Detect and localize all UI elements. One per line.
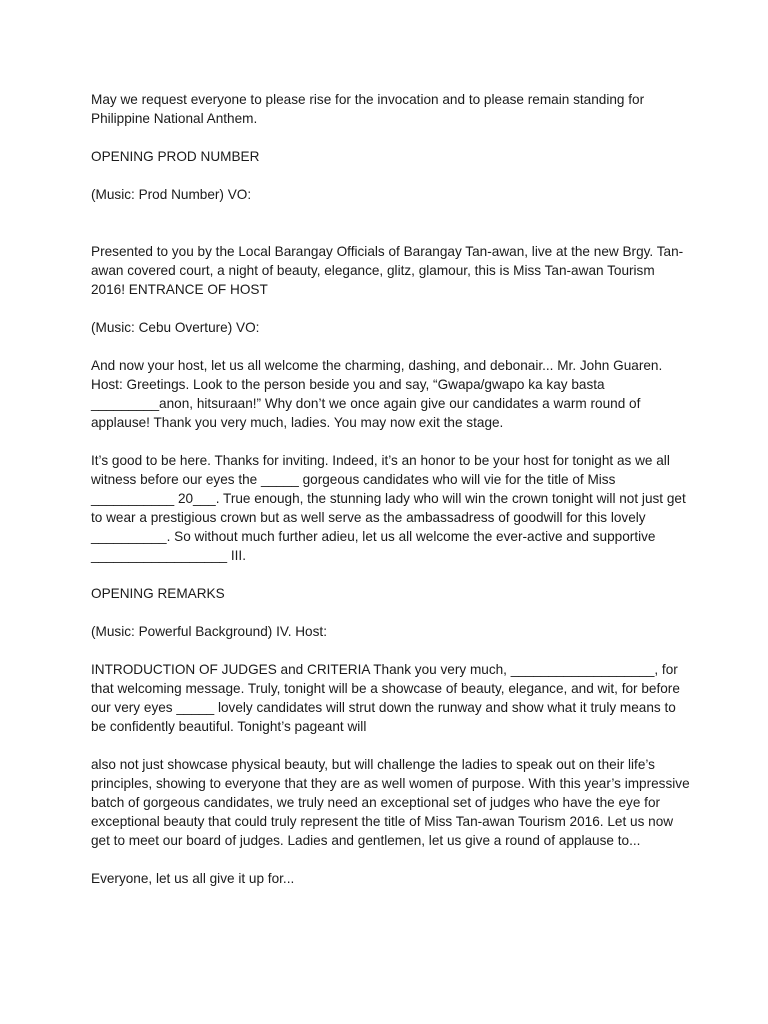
paragraph-give-it-up: Everyone, let us all give it up for...: [91, 871, 295, 886]
paragraph-music-prod-number: (Music: Prod Number) VO:: [91, 187, 252, 202]
paragraph-host-intro: It’s good to be here. Thanks for inviting. Indeed, it’s an honor to be your host for tonight as we all witness before our eyes the _____ gorgeous candidates who will vie for the title of Miss ___________ 20___. True enough, the stunning lady who will win the crown tonight will not just get to wear a prestigious crown but as well serve as the ambassadress of goodwill for this lovely __________. So without much further adieu, let us all welcome the ever-active and supportive __________________ III.: [91, 453, 690, 563]
paragraph-music-powerful-background: (Music: Powerful Background) IV. Host:: [91, 624, 327, 639]
paragraph-judges-criteria: INTRODUCTION OF JUDGES and CRITERIA Thank you very much, ___________________, for that welcoming message. Truly, tonight will be a showcase of beauty, elegance, and wit, for before our very eyes _____ lovely candidates will strut down the runway and show what it truly means to be confidently beautiful. Tonight’s pageant will: [91, 662, 684, 734]
document-body: [91, 90, 694, 907]
paragraph-music-cebu-overture: (Music: Cebu Overture) VO:: [91, 320, 260, 335]
heading-opening-prod-number: OPENING PROD NUMBER: [91, 149, 260, 164]
heading-opening-remarks: OPENING REMARKS: [91, 586, 225, 601]
paragraph-judges-continued: also not just showcase physical beauty, but will challenge the ladies to speak out on their life’s principles, showing to everyone that they are as well women of purpose. With this year’s impressive batch of gorgeous candidates, we truly need an exceptional set of judges who have the eye for exceptional beauty that could truly represent the title of Miss Tan-awan Tourism 2016. Let us now get to meet our board of judges. Ladies and gentlemen, let us give a round of applause to...: [91, 757, 694, 848]
paragraph-invocation: May we request everyone to please rise for the invocation and to please remain standing for Philippine National Anthem.: [91, 92, 648, 126]
paragraph-host-welcome: And now your host, let us all welcome the charming, dashing, and debonair... Mr. John Guaren. Host: Greetings. Look to the person beside you and say, “Gwapa/gwapo ka kay basta _________anon, hitsuraan!” Why don’t we once again give our candidates a warm round of applause! Thank you very much, ladies. You may now exit the stage.: [91, 358, 667, 430]
paragraph-presented-by: Presented to you by the Local Barangay Officials of Barangay Tan-awan, live at the new Brgy. Tan-awan covered court, a night of beauty, elegance, glitz, glamour, this is Miss Tan-awan Tourism 2016! ENTRANCE OF HOST: [91, 244, 684, 297]
